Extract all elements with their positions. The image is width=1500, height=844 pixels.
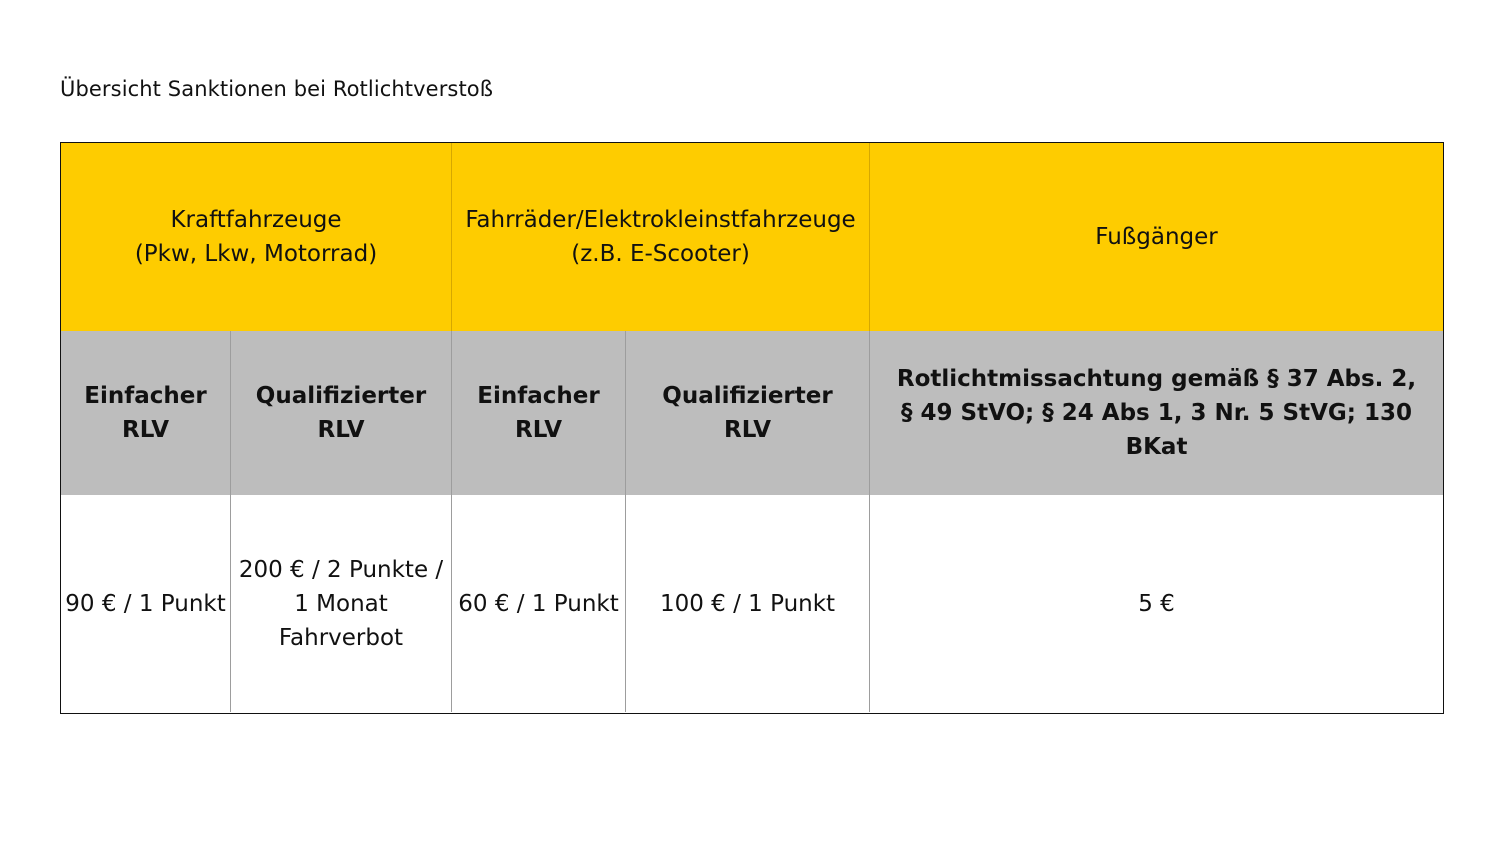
group-header-fussgaenger <box>870 142 1444 331</box>
value-text: 5 € <box>1138 590 1175 617</box>
sanctions-table <box>60 142 1444 712</box>
value-text: 100 € / 1 Punkt <box>659 590 836 617</box>
subheader-label: RLV <box>515 417 562 443</box>
value-cell <box>870 495 1444 712</box>
value-cell <box>452 495 626 712</box>
subheader-label: Qualifizierter <box>255 383 427 409</box>
subheader-label: Qualifizierter <box>662 383 833 409</box>
subheader-label: RLV <box>724 417 771 443</box>
value-text: 1 Monat Fahrverbot <box>278 590 404 651</box>
group-header-sublabel: (Pkw, Lkw, Motorrad) <box>134 240 378 267</box>
subheader-cell <box>870 331 1444 495</box>
value-cell <box>61 495 231 712</box>
group-header-label: Fahrräder/Elektrokleinstfahrzeuge <box>465 206 856 233</box>
subheader-cell <box>626 331 870 495</box>
value-text: 90 € / 1 Punkt <box>65 590 226 617</box>
subheader-label: Einfacher <box>84 383 207 409</box>
subheader-label: § 49 StVO; § 24 Abs 1, 3 Nr. 5 StVG; 130 BKat <box>901 400 1413 460</box>
group-header-label: Kraftfahrzeuge <box>170 206 342 233</box>
group-header-row <box>61 142 1444 331</box>
group-header-kraftfahrzeuge <box>61 142 452 331</box>
group-header-label: Fußgänger <box>1095 223 1218 250</box>
values-row <box>61 495 1444 712</box>
page-title: Übersicht Sanktionen bei Rotlichtverstoß <box>60 77 494 101</box>
subheader-label: RLV <box>317 417 365 443</box>
subheader-cell <box>61 331 231 495</box>
value-text: 200 € / 2 Punkte / <box>238 556 444 583</box>
subheader-label: RLV <box>122 417 169 443</box>
subheader-cell <box>452 331 626 495</box>
subheader-row <box>61 331 1444 495</box>
group-header-fahrraeder <box>452 142 870 331</box>
value-text: 60 € / 1 Punkt <box>458 590 619 617</box>
group-header-sublabel: (z.B. E-Scooter) <box>571 240 750 267</box>
value-cell <box>231 495 452 712</box>
subheader-cell <box>231 331 452 495</box>
subheader-label: Rotlichtmissachtung gemäß § 37 Abs. 2, <box>896 366 1417 392</box>
subheader-label: Einfacher <box>477 383 600 409</box>
value-cell <box>626 495 870 712</box>
